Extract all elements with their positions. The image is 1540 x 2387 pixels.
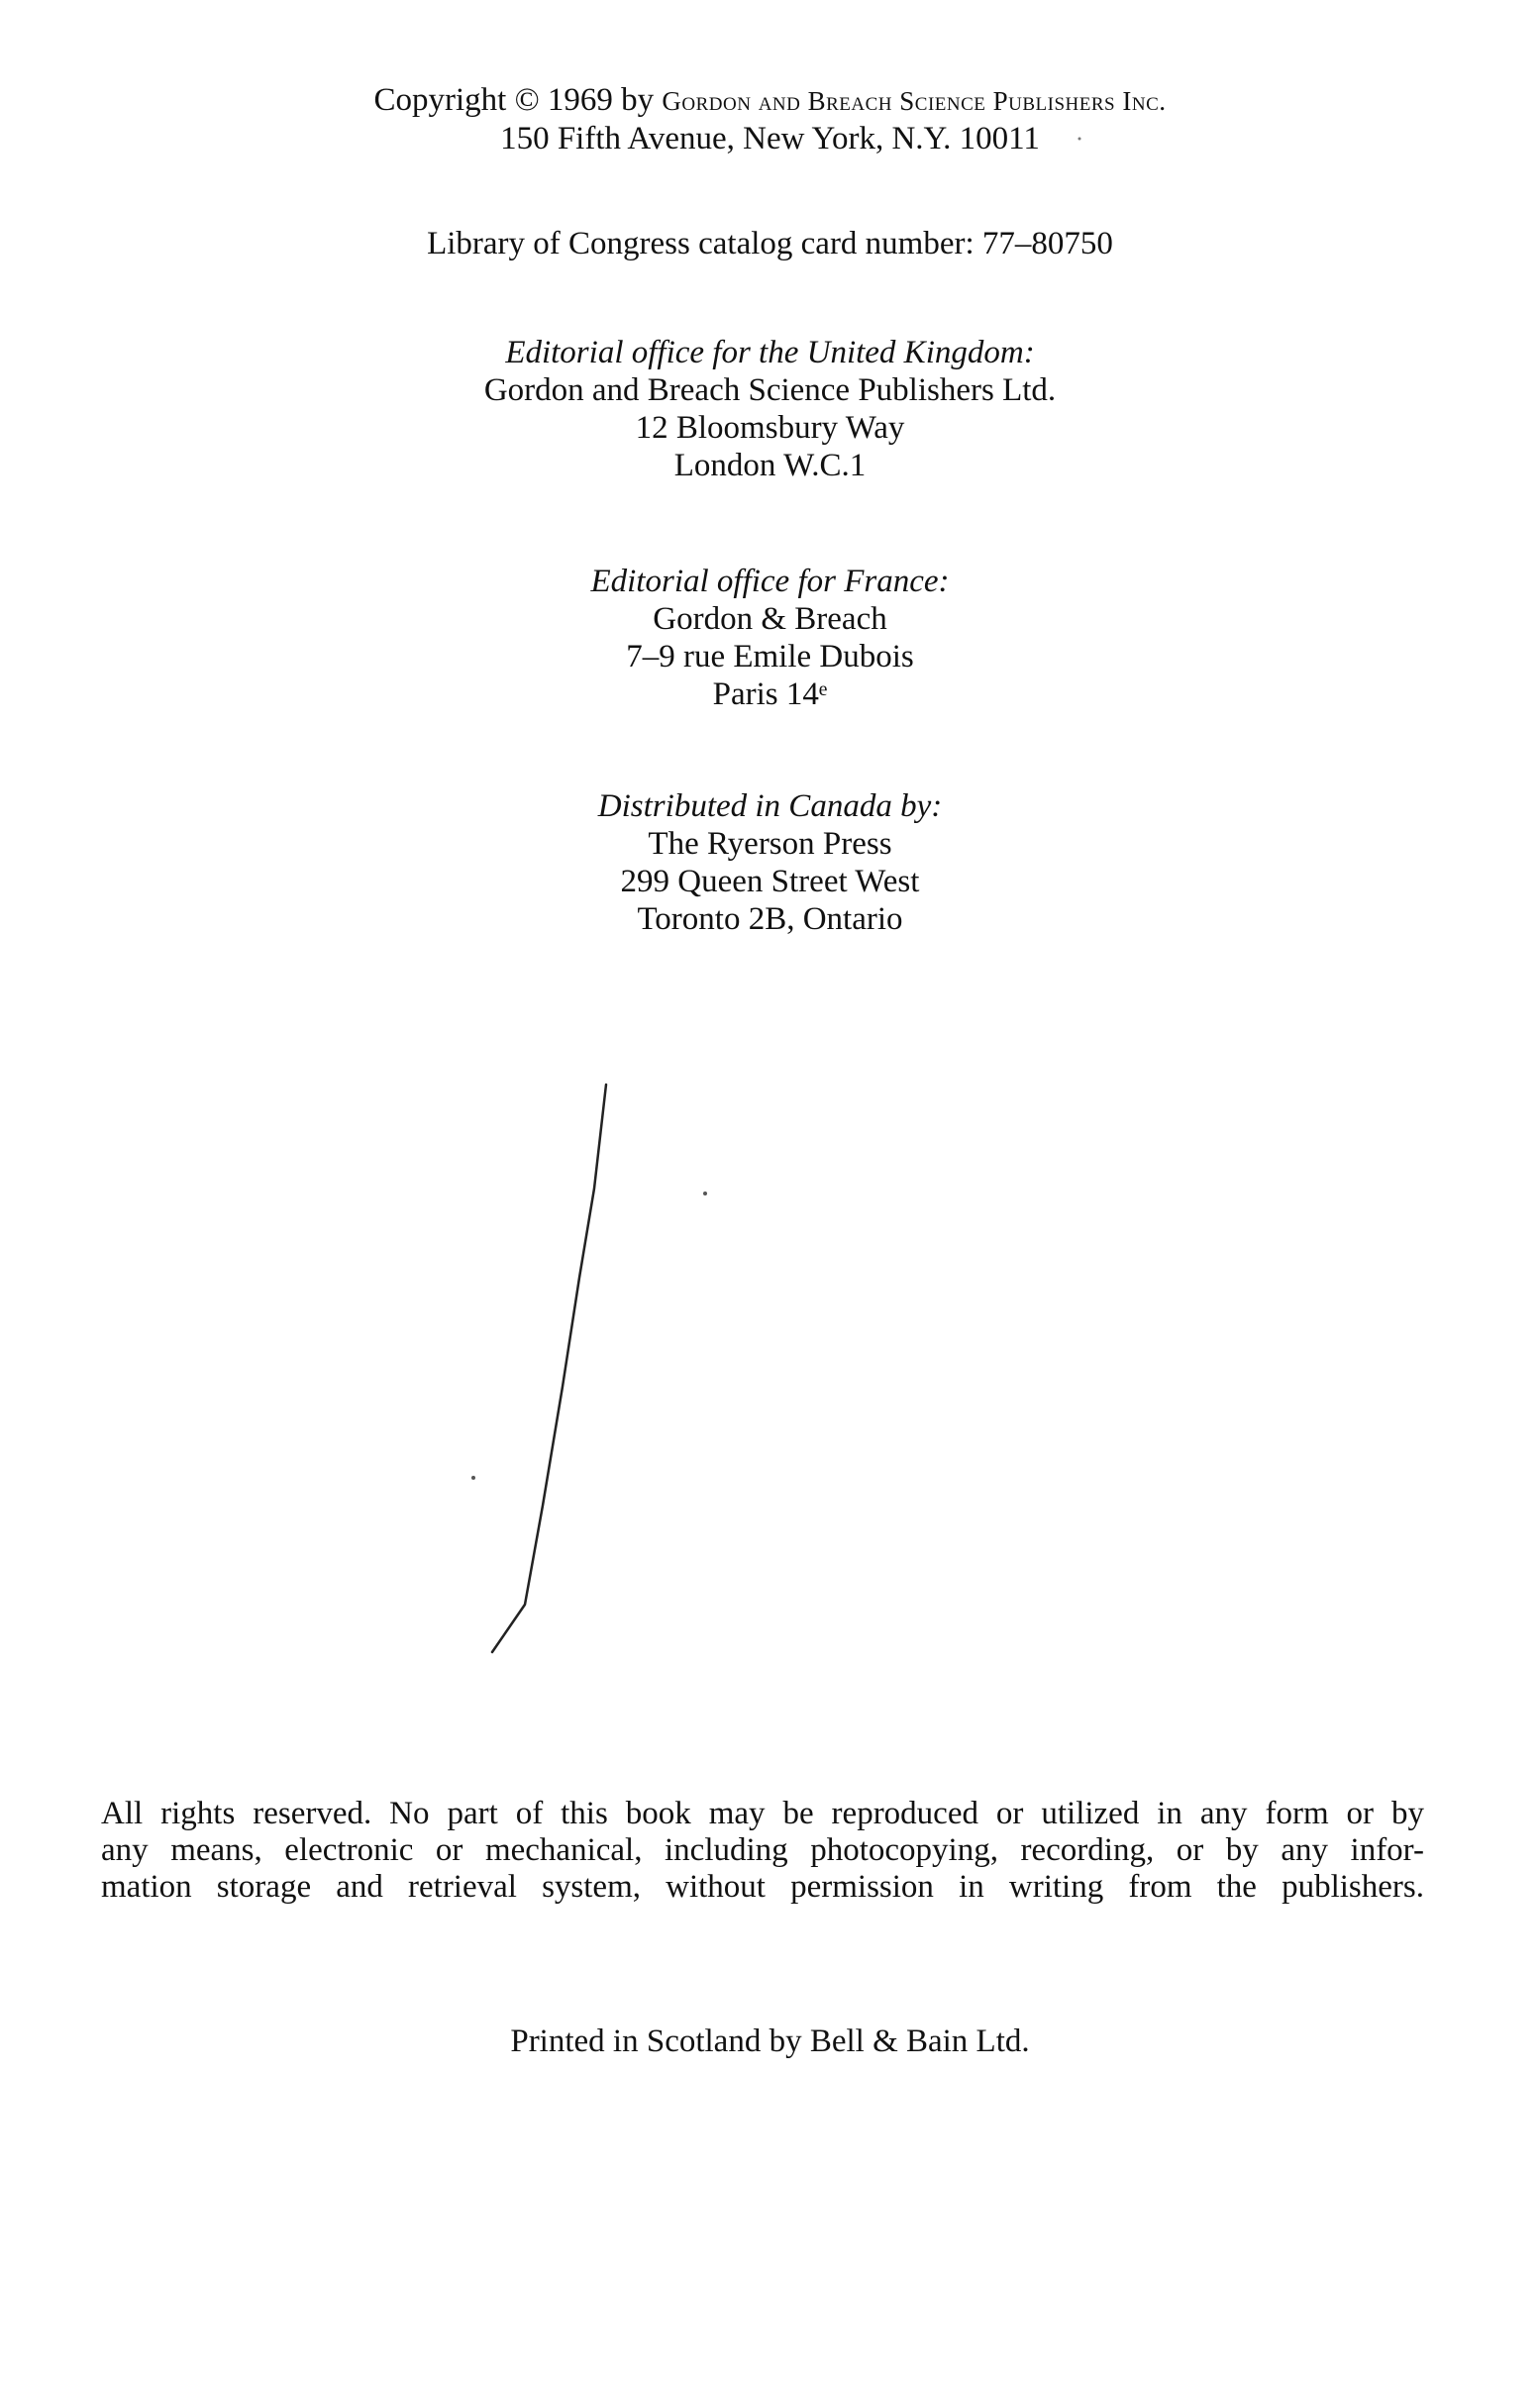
rights-line: mation storage and retrieval system, without permission in writing from the publishers. (101, 1869, 1424, 1905)
uk-office-block (0, 334, 1540, 484)
copyright-prefix: Copyright © 1969 by (373, 82, 655, 118)
canada-distribution-heading: Distributed in Canada by: (597, 788, 943, 824)
france-office-heading: Editorial office for France: (590, 564, 950, 599)
uk-office-line: London W.C.1 (673, 448, 867, 483)
copyright-line (0, 81, 1540, 120)
france-office-block (0, 563, 1540, 713)
canada-distribution-block (0, 787, 1540, 938)
printer-notice (0, 2023, 1540, 2060)
rights-line: any means, electronic or mechanical, including photocopying, recording, or by any infor- (101, 1832, 1424, 1868)
canada-distribution-line: 299 Queen Street West (620, 864, 920, 899)
library-of-congress (0, 225, 1540, 262)
publisher-address: 150 Fifth Avenue, New York, N.Y. 10011 (500, 121, 1040, 156)
uk-office-line: 12 Bloomsbury Way (635, 410, 905, 446)
rights-reserved-notice (101, 1796, 1424, 1906)
canada-distribution-line: Toronto 2B, Ontario (637, 901, 903, 937)
france-office-line: Gordon & Breach (653, 601, 887, 637)
uk-office-heading: Editorial office for the United Kingdom: (505, 335, 1035, 370)
uk-office-line: Gordon and Breach Science Publishers Ltd. (483, 372, 1057, 408)
rights-line: All rights reserved. No part of this book may be reproduced or utilized in any form or by (101, 1796, 1424, 1831)
pen-stroke-line (492, 1085, 606, 1652)
france-office-line: 7–9 rue Emile Dubois (626, 639, 914, 675)
france-office-line: Paris 14ᵉ (712, 676, 828, 712)
copyright-notice (0, 81, 1540, 157)
catalog-card-number: Library of Congress catalog card number: 77–80750 (427, 226, 1113, 261)
canada-distribution-line: The Ryerson Press (648, 826, 892, 862)
publisher-name: Gordon and Breach Science Publishers Inc. (662, 86, 1167, 116)
speck-mark (471, 1476, 475, 1480)
speck-mark (703, 1192, 707, 1195)
printer-line: Printed in Scotland by Bell & Bain Ltd. (510, 2024, 1030, 2059)
